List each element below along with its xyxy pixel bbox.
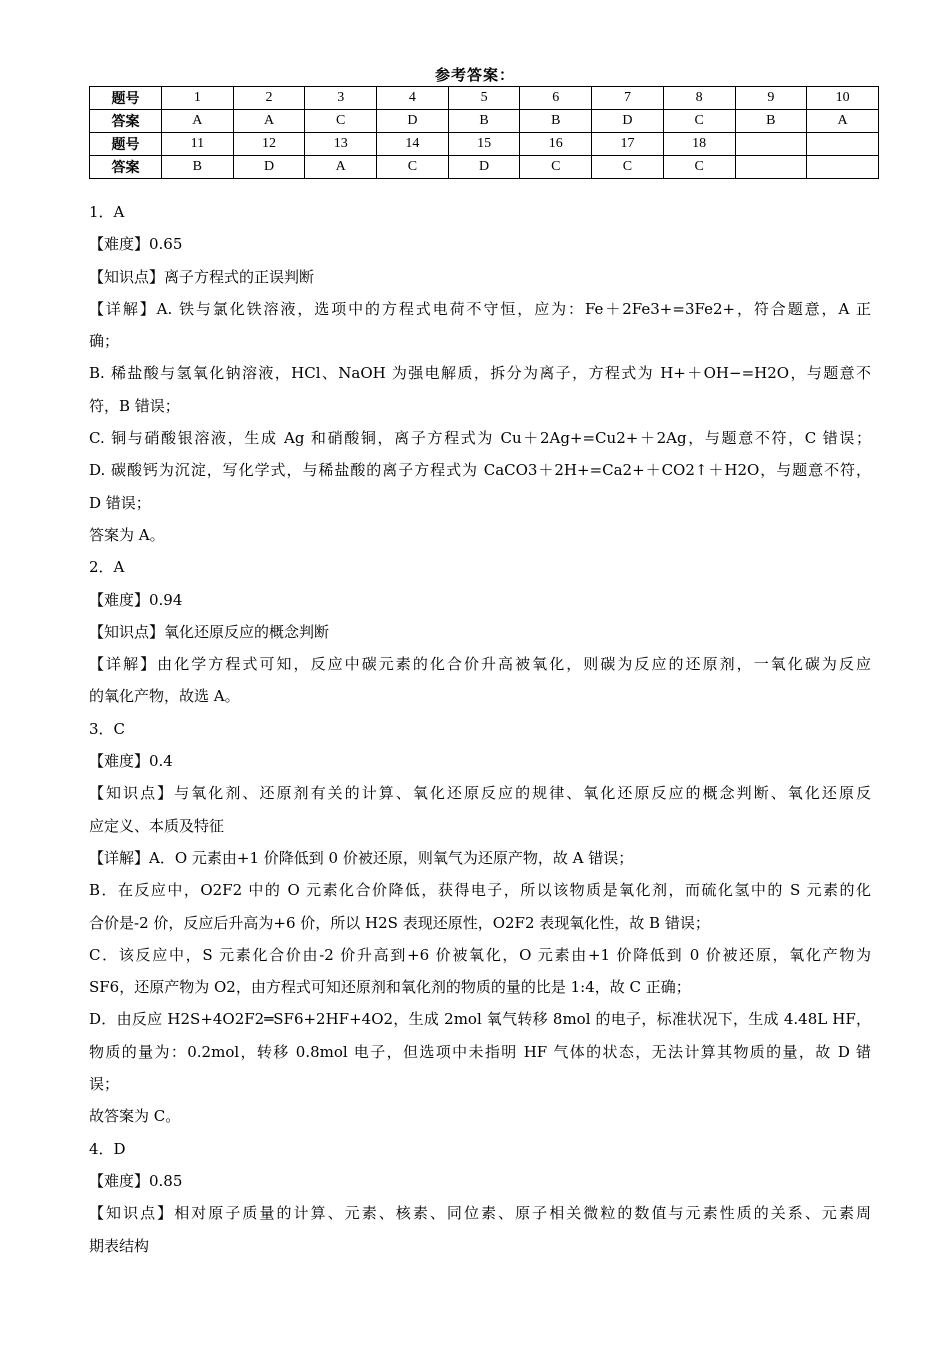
row-header: 题号 — [90, 133, 162, 156]
answer-cell — [735, 133, 807, 156]
answer-cell — [807, 156, 879, 179]
answer-table-row — [90, 133, 879, 156]
answer-table-row — [90, 156, 879, 179]
answer-cell: 11 — [162, 133, 234, 156]
text-line: SF6，还原产物为 O2，由方程式可知还原剂和氧化剂的物质的量的比是 1:4，故 C 正确； — [89, 978, 691, 997]
answer-cell: 13 — [305, 133, 377, 156]
text-line: C. 铜与硝酸银溶液，生成 Ag 和硝酸铜，离子方程式为 Cu＋2Ag+=Cu2+＋2Ag，与题意不符，C 错误； — [89, 429, 871, 448]
answer-table — [89, 86, 879, 179]
answer-cell: 9 — [735, 87, 807, 110]
answer-cell: D — [233, 156, 305, 179]
answer-cell: D — [448, 156, 520, 179]
text-line: 【难度】0.4 — [89, 752, 173, 771]
answer-cell: 12 — [233, 133, 305, 156]
text-line: 1．A — [89, 203, 125, 221]
answer-cell: 15 — [448, 133, 520, 156]
answer-table-row — [90, 110, 879, 133]
answer-cell: C — [592, 156, 664, 179]
text-line: 【难度】0.85 — [89, 1171, 183, 1190]
page-title: 参考答案： — [434, 66, 515, 84]
answer-cell: B — [162, 156, 234, 179]
answer-cell: C — [377, 156, 449, 179]
text-line: 符，B 错误； — [89, 396, 180, 415]
answer-cell: 18 — [663, 133, 735, 156]
row-header: 答案 — [90, 110, 162, 133]
text-line: 物质的量为：0.2mol，转移 0.8mol 电子，但选项中未指明 HF 气体的状态，无法计算其物质的量，故 D 错 — [89, 1042, 871, 1061]
text-line: 【知识点】与氧化剂、还原剂有关的计算、氧化还原反应的规律、氧化还原反应的概念判断、氧化还原反 — [89, 784, 871, 803]
text-line: 应定义、本质及特征 — [89, 816, 225, 835]
answer-cell: A — [807, 110, 879, 133]
answer-cell: 17 — [592, 133, 664, 156]
text-line: 故答案为 C。 — [89, 1107, 181, 1126]
text-line: 【详解】由化学方程式可知，反应中碳元素的化合价升高被氧化，则碳为反应的还原剂，一氧化碳为反应 — [89, 655, 871, 674]
text-line: 2．A — [89, 558, 125, 577]
answer-cell: B — [735, 110, 807, 133]
answer-cell: C — [663, 110, 735, 133]
text-line: B. 稀盐酸与氢氧化钠溶液，HCl、NaOH 为强电解质，拆分为离子，方程式为 H+＋OH−=H2O，与题意不 — [89, 364, 871, 383]
explanation-body — [89, 196, 871, 1262]
text-line: B．在反应中，O2F2 中的 O 元素化合价降低，获得电子，所以该物质是氧化剂，而硫化氢中的 S 元素的化 — [89, 881, 871, 900]
answer-cell: 5 — [448, 87, 520, 110]
answer-cell: 14 — [377, 133, 449, 156]
text-line: 【知识点】相对原子质量的计算、元素、核素、同位素、原子相关微粒的数值与元素性质的关系、元素周 — [89, 1204, 871, 1223]
text-line: 【难度】0.65 — [89, 235, 183, 254]
answer-table-row — [90, 87, 879, 110]
text-line: D．由反应 H2S+4O2F2═SF6+2HF+4O2，生成 2mol 氧气转移 8mol 的电子，标准状况下，生成 4.48L HF， — [89, 1010, 871, 1029]
answer-cell: 6 — [520, 87, 592, 110]
text-line: 3．C — [89, 719, 126, 738]
answer-cell: B — [448, 110, 520, 133]
answer-cell: 3 — [305, 87, 377, 110]
text-line: 【知识点】离子方程式的正误判断 — [89, 267, 315, 286]
row-header: 题号 — [90, 87, 162, 110]
answer-cell: 16 — [520, 133, 592, 156]
answer-cell: 10 — [807, 87, 879, 110]
text-line: 期表结构 — [89, 1236, 150, 1255]
answer-cell: 7 — [592, 87, 664, 110]
answer-cell — [735, 156, 807, 179]
answer-cell — [807, 133, 879, 156]
answer-cell: A — [305, 156, 377, 179]
text-line: 【详解】A．O 元素由+1 价降低到 0 价被还原，则氧气为还原产物，故 A 错误； — [89, 848, 634, 867]
text-line: 【难度】0.94 — [89, 590, 183, 609]
answer-cell: 4 — [377, 87, 449, 110]
text-line: 误； — [89, 1075, 120, 1094]
text-line: C．该反应中，S 元素化合价由-2 价升高到+6 价被氧化，O 元素由+1 价降低到 0 价被还原，氧化产物为 — [89, 945, 871, 964]
answer-cell: C — [520, 156, 592, 179]
answer-cell: 2 — [233, 87, 305, 110]
text-line: 答案为 A。 — [89, 525, 165, 544]
text-line: 合价是-2 价，反应后升高为+6 价，所以 H2S 表现还原性，O2F2 表现氧化性，故 B 错误； — [89, 913, 710, 932]
row-header: 答案 — [90, 156, 162, 179]
answer-cell: 1 — [162, 87, 234, 110]
text-line: D 错误； — [89, 493, 151, 512]
answer-cell: A — [162, 110, 234, 133]
answer-cell: D — [592, 110, 664, 133]
text-line: 【知识点】氧化还原反应的概念判断 — [89, 622, 330, 641]
text-line: 的氧化产物，故选 A。 — [89, 687, 240, 706]
answer-cell: B — [520, 110, 592, 133]
answer-cell: D — [377, 110, 449, 133]
answer-cell: A — [233, 110, 305, 133]
text-line: 确； — [89, 332, 120, 351]
answer-cell: C — [663, 156, 735, 179]
text-line: 4．D — [89, 1139, 126, 1158]
text-line: D. 碳酸钙为沉淀，写化学式，与稀盐酸的离子方程式为 CaCO3＋2H+=Ca2+＋CO2↑＋H2O，与题意不符， — [89, 461, 871, 480]
text-line: 【详解】A. 铁与氯化铁溶液，选项中的方程式电荷不守恒，应为：Fe＋2Fe3+=3Fe2+，符合题意，A 正 — [89, 299, 871, 318]
answer-cell: C — [305, 110, 377, 133]
answer-cell: 8 — [663, 87, 735, 110]
